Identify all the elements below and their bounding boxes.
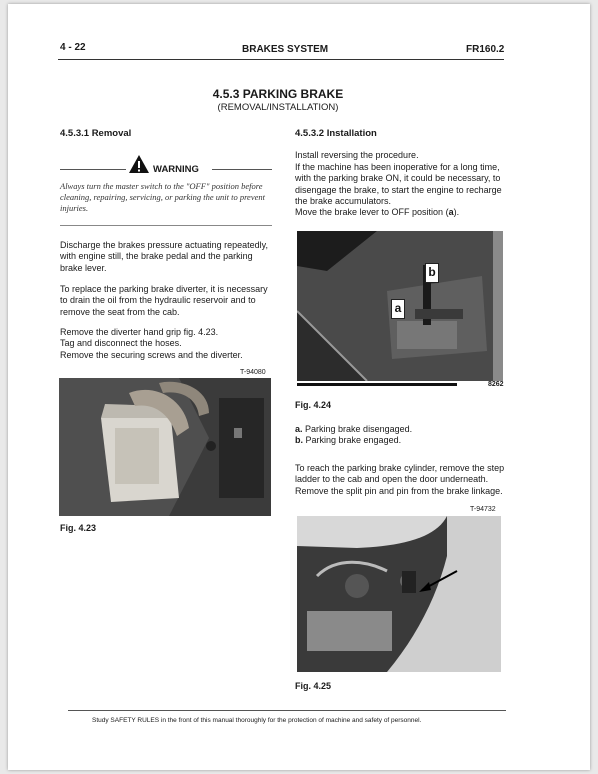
warning-rule-right xyxy=(212,169,272,170)
move-lever-key: a xyxy=(448,207,454,217)
fig-4-23-ref: T-94080 xyxy=(240,369,266,376)
label-a-marker: a xyxy=(391,299,405,319)
warning-icon xyxy=(128,154,150,174)
installation-move-lever xyxy=(295,207,511,218)
footer-rule xyxy=(68,710,506,711)
warning-box xyxy=(60,154,272,224)
legend-a-key: a. xyxy=(295,424,303,434)
fig-4-25-ref: T-94732 xyxy=(470,506,496,513)
removal-step-2: Tag and disconnect the hoses. xyxy=(60,338,182,349)
fig-4-25-illustration xyxy=(297,516,501,672)
fig-4-23-photo xyxy=(59,378,271,516)
removal-para-2: To replace the parking brake diverter, it is necessary to drain the oil from the hydraulic reservoir and to remove the seat from the cab. xyxy=(60,284,268,317)
move-lever-suffix: ). xyxy=(453,207,460,217)
fig-4-23-illustration xyxy=(59,378,271,516)
legend-b xyxy=(295,435,511,446)
model-name: FR160.2 xyxy=(466,44,505,55)
header-rule xyxy=(58,59,504,60)
page-subtitle: (REMOVAL/INSTALLATION) xyxy=(217,102,339,113)
fig-4-25-photo xyxy=(297,516,501,672)
legend-b-text: Parking brake engaged. xyxy=(305,435,402,446)
page-number: 4 - 22 xyxy=(60,42,86,53)
move-lever-prefix: Move the brake lever to OFF position ( xyxy=(295,207,449,217)
fig-4-24-bottom-bar xyxy=(297,383,457,386)
warning-rule-left xyxy=(60,169,126,170)
installation-para: If the machine has been inoperative for a long time, with the parking brake ON, it could be necessary, to disengage the brake, to start the engine to recharge the brake accumulators. xyxy=(295,162,502,206)
fig-4-24-photo xyxy=(297,231,503,381)
removal-para-3 xyxy=(60,327,272,361)
warning-label: WARNING xyxy=(153,164,199,175)
manual-page xyxy=(8,4,590,770)
label-b-marker: b xyxy=(425,263,439,283)
fig-4-24-ref: 8262 xyxy=(488,381,504,388)
section-title: BRAKES SYSTEM xyxy=(242,44,329,55)
fig-4-24-legend xyxy=(295,424,511,447)
page-title: 4.5.3 PARKING BRAKE xyxy=(212,87,344,101)
fig-4-24-caption: Fig. 4.24 xyxy=(295,400,332,410)
legend-a-text: Parking brake disengaged. xyxy=(305,424,413,434)
installation-line-1: Install reversing the procedure. xyxy=(295,150,419,160)
installation-heading: 4.5.3.2 Installation xyxy=(295,128,377,139)
removal-step-1: Remove the diverter hand grip fig. 4.23. xyxy=(60,327,219,337)
legend-a xyxy=(295,424,511,435)
removal-heading: 4.5.3.1 Removal xyxy=(60,128,132,139)
warning-bottom-rule xyxy=(60,225,272,226)
fig-4-25-caption: Fig. 4.25 xyxy=(295,681,332,691)
footer-text: Study SAFETY RULES in the front of this manual thoroughly for the protection of machine and safety of personnel. xyxy=(92,717,422,724)
removal-para-1: Discharge the brakes pressure actuating repeatedly, with engine still, the brake pedal and the parking brake lever. xyxy=(60,240,268,273)
installation-para-2: To reach the parking brake cylinder, remove the step ladder to the cab and open the door underneath. Remove the split pin and pin from the brake linkage. xyxy=(295,463,505,496)
removal-step-3: Remove the securing screws and the diverter. xyxy=(60,349,243,360)
warning-text: Always turn the master switch to the "OFF" position before cleaning, repairing, servicing, or parking the unit to prevent injuries. xyxy=(60,181,265,213)
legend-b-key: b. xyxy=(295,435,303,446)
fig-4-23-caption: Fig. 4.23 xyxy=(60,523,97,533)
